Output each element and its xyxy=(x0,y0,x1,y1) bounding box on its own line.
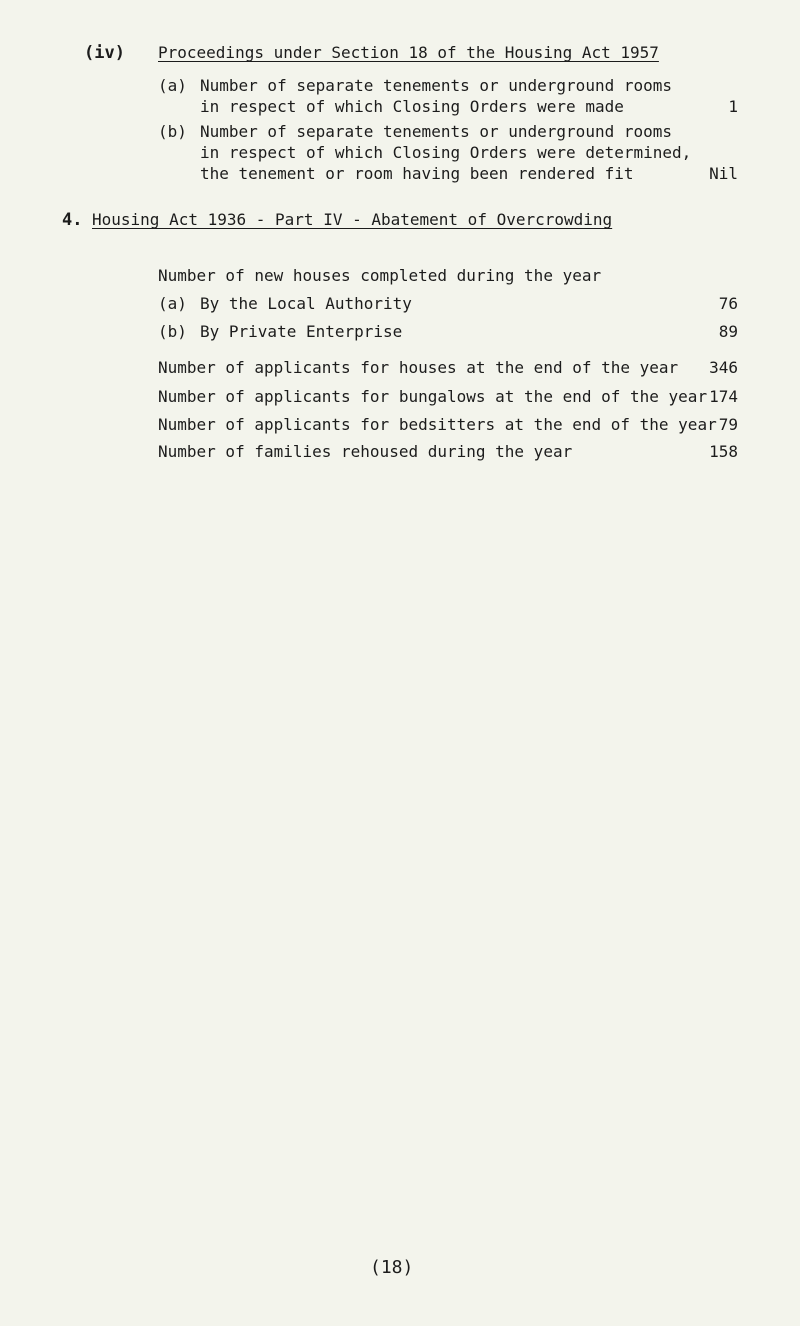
item-iv-a-line-2: in respect of which Closing Orders were made xyxy=(200,97,624,116)
new-houses-a-letter: (a) xyxy=(158,294,187,313)
section-iv-title: Proceedings under Section 18 of the Housing Act 1957 xyxy=(158,43,659,62)
new-houses-a-value: 76 xyxy=(718,294,738,313)
section-4-title: Housing Act 1936 - Part IV - Abatement of Overcrowding xyxy=(92,210,613,229)
section-4-marker: 4. xyxy=(62,210,83,230)
new-houses-a-label: By the Local Authority xyxy=(200,294,412,313)
item-iv-b-letter: (b) xyxy=(158,122,187,141)
section-iv-marker: (iv) xyxy=(84,43,125,63)
new-houses-b-value: 89 xyxy=(718,322,738,341)
item-iv-a-value: 1 xyxy=(728,97,738,116)
item-iv-b-line-1: Number of separate tenements or underground rooms xyxy=(200,122,673,141)
families-rehoused-label: Number of families rehoused during the year xyxy=(158,442,573,461)
page-number: (18) xyxy=(370,1257,414,1278)
new-houses-b-label: By Private Enterprise xyxy=(200,322,403,341)
families-rehoused-value: 158 xyxy=(709,442,738,461)
item-iv-b-line-2: in respect of which Closing Orders were determined, xyxy=(200,143,692,162)
applicants-bungalows-value: 174 xyxy=(709,387,738,406)
applicants-houses-value: 346 xyxy=(709,358,738,377)
applicants-houses-label: Number of applicants for houses at the end of the year xyxy=(158,358,679,377)
applicants-bedsitters-label: Number of applicants for bedsitters at the end of the year xyxy=(158,415,717,434)
applicants-bedsitters-value: 79 xyxy=(718,415,738,434)
item-iv-b-value: Nil xyxy=(709,164,738,183)
applicants-bungalows-label: Number of applicants for bungalows at the end of the year xyxy=(158,387,708,406)
item-iv-b-line-3: the tenement or room having been rendered fit xyxy=(200,164,634,183)
new-houses-intro: Number of new houses completed during the year xyxy=(158,266,602,285)
new-houses-b-letter: (b) xyxy=(158,322,187,341)
item-iv-a-line-1: Number of separate tenements or underground rooms xyxy=(200,76,673,95)
item-iv-a-letter: (a) xyxy=(158,76,187,95)
